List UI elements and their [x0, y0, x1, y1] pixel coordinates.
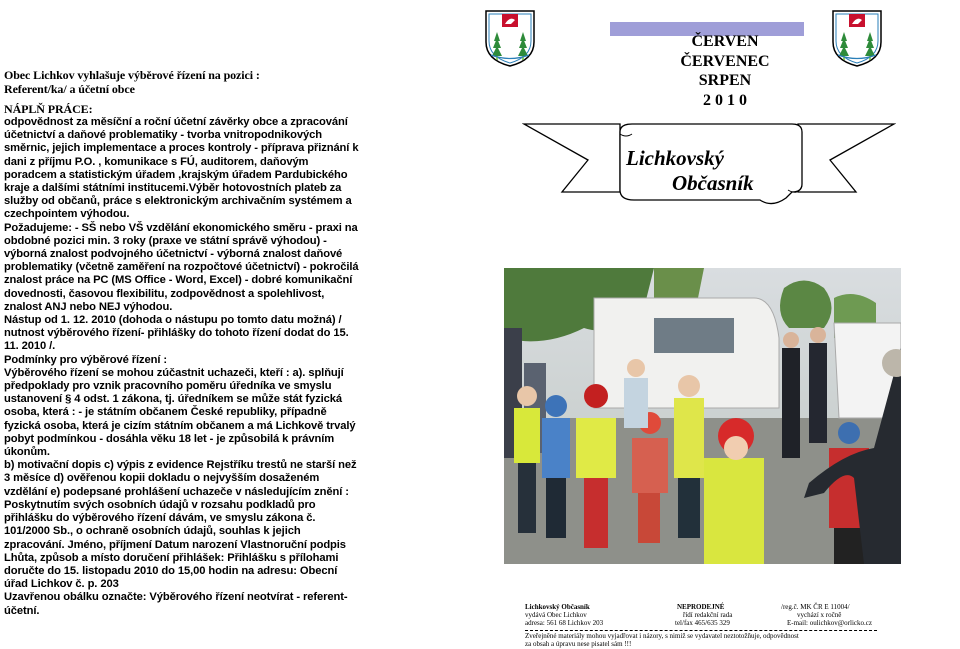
colophon: [525, 603, 880, 648]
colophon-publisher: vydává Obec Lichkov: [525, 611, 587, 620]
colophon-address: adresa: 561 68 Lichkov 203: [525, 619, 604, 628]
newsletter-title-1: Lichkovský: [626, 146, 724, 170]
month-3: SRPEN: [698, 72, 752, 89]
issue-year: 2 0 1 0: [703, 91, 747, 109]
nastup-text: Nástup od 1. 12. 2010 (dohoda o nástupu po tomto datu možná) / nutnost výběrového řízení- přihlášky do tohoto řízení dodat do 15. 11. 2010 /.: [4, 314, 349, 353]
job-announcement: [4, 68, 388, 618]
month-1: ČERVEN: [691, 33, 759, 50]
podminky-text: Podmínky pro výběrové řízení : Výběrového řízení se mohou zúčastnit uchazeči, kteří : a). splňují předpoklady pro vznik pracovního poměru úředníka ve smyslu ustanovení § 4 odst. 1 zákona, tj. úředníkem se může stát fyzická osoba, která : - je státním občanem České republiky, případně fyzická osoba, která je cizím státním občanem a má Lichkově trvalý pobyt podmínkou - dosáhla věku 18 let - je způsobilá k právním úkonům.: [4, 353, 356, 459]
announcement-position: Referent/ka/ a účetní obce: [4, 82, 135, 96]
motivacni-text: b) motivační dopis c) výpis z evidence Rejstříku trestů ne starší než 3 měsíce d) ověřenou kopii dokladu o nejvyšším dosaženém vzdělání e) podepsané prohlášení uchazeče v následujícím znění : Poskytnutím svých osobních údajů v rozsahu podkladů pro přihlášku do výběrového řízení dávám, ve smyslu zákona č. 101/2000 Sb., o ochraně osobních údajů, souhlas k jejich zpracování. Jméno, příjmení Datum narození Vlastnoruční podpis Lhůta, způsob a místo doručení přihlášek: Přihlášku s přílohami doručte do 15. listopadu 2010 do 15,00 hodin na adresu: Obecní úřad Lichkov č. p. 203 Uzavřenou obálku označte: Výběrového řízení neotvírat - referent- účetní.: [4, 459, 357, 617]
napln-text: odpovědnost za měsíční a roční účetní závěrky obce a zpracování účetnictví a daňové problematiky - tvorba vnitropodnikových směrnic, jejich implementace a proces kontroly - příprava přiznání k dani z příjmu P.O. , komunikace s FÚ, auditorem, daňovým poradcem a statistickým úřadem ,krajským úřadem Pardubického kraje a dalšími státními institucemi.Výběr hotovostních plateb za služby od občanů, práce s elektronickým archivačním systémem a czechpointem výhodou.: [4, 116, 359, 221]
pozadujeme-text: Požadujeme: - SŠ nebo VŠ vzdělání ekonomického směru - praxi na obdobné pozici min. 3 roky (praxe ve státní správě výhodou) - výborná znalost podvojného účetnictví - výborná znalost daňové problematiky (včetně zaměření na rozpočtové účetnictví) - pokročilá znalost práce na PC (MS Office - Word, Excel) - dobré komunikační dovednosti, časovou flexibilitu, zodpovědnost a spolehlivost, znalost ANJ nebo NEJ výhodou.: [4, 221, 359, 313]
colophon-email: E-mail: oulichkov@orlicko.cz: [787, 619, 872, 628]
newsletter-title-2: Občasník: [672, 171, 754, 195]
month-2: ČERVENEC: [680, 52, 770, 70]
coat-of-arms-left: [483, 8, 537, 68]
colophon-name: Lichkovský Občasník: [525, 603, 590, 611]
colophon-disclaimer-2: za obsah a úpravu nese pisatel sám !!!: [525, 639, 632, 648]
issue-months: [610, 32, 840, 110]
children-police-photo: [504, 268, 901, 564]
colophon-reg: /reg.č. MK ČR E 11004/: [781, 603, 850, 611]
colophon-frequency: vychází x ročně: [797, 611, 842, 620]
colophon-editorial: řídí redakční rada: [683, 611, 733, 620]
colophon-phone: tel/fax 465/635 329: [675, 619, 730, 628]
colophon-divider: [525, 630, 877, 631]
napln-heading: NÁPLŇ PRÁCE:: [4, 102, 93, 116]
colophon-neprodejne: NEPRODEJNÉ: [677, 603, 725, 611]
announcement-intro: Obec Lichkov vyhlašuje výběrové řízení na pozici :: [4, 68, 260, 82]
colophon-disclaimer-1: Zveřejněné materiály mohou vyjadřovat i názory, s nimiž se vydavatel neztotožňuje, odpovědnost: [525, 631, 799, 640]
